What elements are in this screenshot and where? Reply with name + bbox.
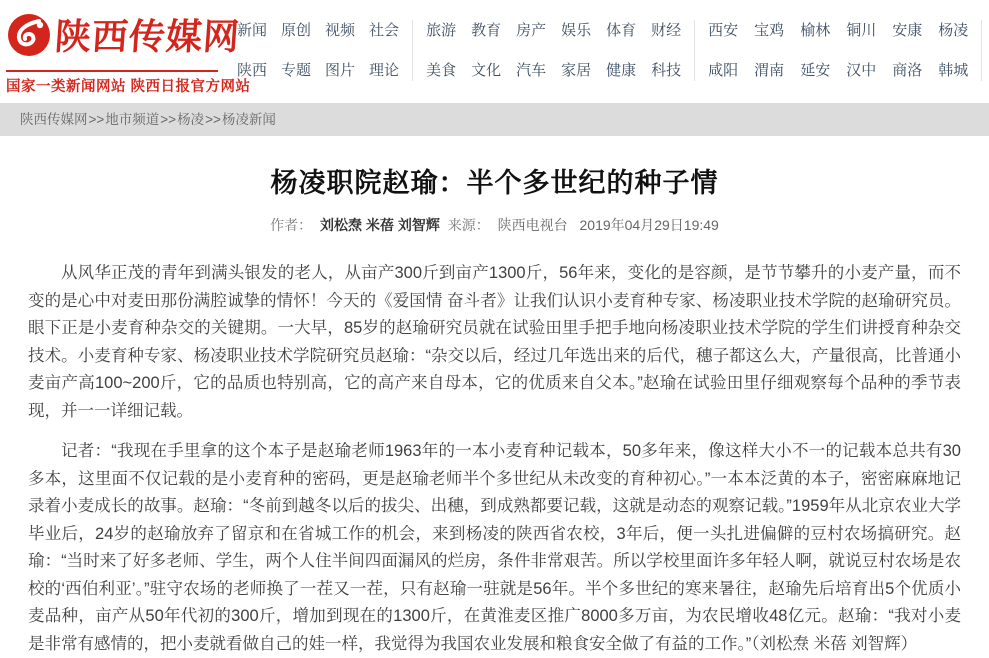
nav-item-g3-c4-r2[interactable]: 汉中 <box>846 62 877 79</box>
nav-column <box>651 22 681 79</box>
nav-column <box>561 22 591 79</box>
nav-item-g3-c2-r1[interactable]: 宝鸡 <box>754 22 785 39</box>
breadcrumb <box>0 103 989 136</box>
site-logo[interactable] <box>6 8 251 96</box>
nav-item-g2-c2-r2[interactable]: 文化 <box>471 62 502 79</box>
nav-column <box>369 22 399 79</box>
nav-item-g3-c1-r1[interactable]: 西安 <box>708 22 739 39</box>
breadcrumb-item-4[interactable]: 杨凌新闻 <box>221 112 276 127</box>
logo-underline <box>6 70 218 72</box>
nav-column <box>606 22 636 79</box>
breadcrumb-item-1[interactable]: 陕西传媒网 <box>20 112 88 127</box>
logo-swirl-icon <box>6 12 52 63</box>
nav-group-3 <box>694 20 982 81</box>
nav-item-g3-c5-r2[interactable]: 商洛 <box>892 62 923 79</box>
nav-column <box>938 22 968 79</box>
nav-item-g3-c1-r2[interactable]: 咸阳 <box>708 62 739 79</box>
nav-item-g3-c6-r2[interactable]: 韩城 <box>938 62 969 79</box>
breadcrumb-item-2[interactable]: 地市频道 <box>105 112 160 127</box>
nav-item-g1-c3-r2[interactable]: 图片 <box>325 62 356 79</box>
nav-item-g2-c1-r1[interactable]: 旅游 <box>426 22 457 39</box>
breadcrumb-separator: >> <box>205 112 221 127</box>
brand-name: 陕西传媒网 <box>53 16 242 57</box>
nav-column <box>516 22 546 79</box>
nav-item-g2-c4-r1[interactable]: 娱乐 <box>561 22 592 39</box>
nav-item-g1-c1-r1[interactable]: 新闻 <box>237 22 268 39</box>
publish-datetime: 2019年04月29日19:49 <box>579 217 719 233</box>
nav-column <box>471 22 501 79</box>
article-title: 杨凌职院赵瑜：半个多世纪的种子情 <box>270 168 719 198</box>
nav-column <box>846 22 876 79</box>
nav-column <box>237 22 267 79</box>
nav-column <box>754 22 784 79</box>
nav-item-g3-c4-r1[interactable]: 铜川 <box>846 22 877 39</box>
nav-item-g2-c4-r2[interactable]: 家居 <box>561 62 592 79</box>
nav-column <box>708 22 738 79</box>
nav-item-g2-c6-r1[interactable]: 财经 <box>651 22 682 39</box>
nav-item-g2-c2-r1[interactable]: 教育 <box>471 22 502 39</box>
article-body <box>28 260 961 658</box>
nav-column <box>325 22 355 79</box>
nav-column <box>426 22 456 79</box>
article-paragraph-1: 从风华正茂的青年到满头银发的老人，从亩产300斤到亩产1300斤，56年来，变化的是容颜，是节节攀升的小麦产量，而不变的是心中对麦田那份满腔诚挚的情怀！今天的《爱国情 奋斗者》让我们认识小麦育种专家、杨凌职业技术学院的赵瑜研究员。眼下正是小麦育种杂交的关键期。一大早，85岁的赵瑜研究员就在试验田里手把手地向杨凌职业技术学院的学生们讲授育种杂交技术。小麦育种专家、杨凌职业技术学院研究员赵瑜：“杂交以后，经过几年选出来的后代，穗子都这么大，产量很高，比普通小麦亩产高100~200斤，它的品质也特别高，它的高产来自母本，它的优质来自父本。”赵瑜在试验田里仔细观察每个品种的季节表现，并一一详细记载。 <box>28 264 961 420</box>
article-paragraph-2: 记者：“我现在手里拿的这个本子是赵瑜老师1963年的一本小麦育种记载本，50多年来，像这样大小不一的记载本总共有30多本，这里面不仅记载的是小麦育种的密码，更是赵瑜老师半个多世纪从未改变的育种初心。”一本本泛黄的本子，密密麻麻地记录着小麦成长的故事。赵瑜：“冬前到越冬以后的拔尖、出穗，到成熟都要记载，这就是动态的观察记载。”1959年从北京农业大学毕业后，24岁的赵瑜放弃了留京和在省城工作的机会，来到杨凌的陕西省农校，3年后，便一头扎进偏僻的豆村农场搞研究。赵瑜：“当时来了好多老师、学生，两个人住半间四面漏风的烂房，条件非常艰苦。所以学校里面许多年轻人啊，就说豆村农场是农校的‘西伯利亚’。”驻守农场的老师换了一茬又一茬，只有赵瑜一驻就是56年。半个多世纪的寒来暑往，赵瑜先后培育出5个优质小麦品种，亩产从50年代初的300斤，增加到现在的1300斤，在黄淮麦区推广8000多万亩，为农民增收48亿元。赵瑜：“我对小麦是非常有感情的，把小麦就看做自己的娃一样，我觉得为我国农业发展和粮食安全做了有益的工作。”（刘松焘 米蓓 刘智辉） <box>28 442 961 653</box>
author-label: 作者： <box>270 217 313 233</box>
nav-item-g1-c4-r1[interactable]: 社会 <box>369 22 400 39</box>
nav-item-g3-c3-r1[interactable]: 榆林 <box>800 22 831 39</box>
nav-column <box>281 22 311 79</box>
nav-item-g3-c6-r1[interactable]: 杨凌 <box>938 22 969 39</box>
source-name: 陕西电视台 <box>497 217 568 233</box>
breadcrumb-item-3[interactable]: 杨凌 <box>177 112 205 127</box>
breadcrumb-separator: >> <box>160 112 177 127</box>
breadcrumb-separator: >> <box>88 112 105 127</box>
nav-item-g2-c3-r2[interactable]: 汽车 <box>516 62 547 79</box>
nav-item-g1-c4-r2[interactable]: 理论 <box>369 62 400 79</box>
nav-group-2 <box>412 20 694 81</box>
source-label: 来源： <box>447 217 490 233</box>
nav-item-g1-c3-r1[interactable]: 视频 <box>325 22 356 39</box>
article-byline <box>28 215 961 235</box>
nav-column <box>892 22 922 79</box>
site-header <box>0 0 989 103</box>
nav-item-g3-c5-r1[interactable]: 安康 <box>892 22 923 39</box>
nav-item-g2-c5-r2[interactable]: 健康 <box>606 62 637 79</box>
nav-item-g1-c1-r2[interactable]: 陕西 <box>237 62 268 79</box>
nav-item-g2-c5-r1[interactable]: 体育 <box>606 22 637 39</box>
nav-column <box>800 22 830 79</box>
nav-group-1 <box>224 20 412 81</box>
nav-item-g3-c2-r2[interactable]: 渭南 <box>754 62 785 79</box>
nav-item-g2-c1-r2[interactable]: 美食 <box>426 62 457 79</box>
nav-item-g3-c3-r2[interactable]: 延安 <box>800 62 831 79</box>
nav-item-g2-c6-r2[interactable]: 科技 <box>651 62 682 79</box>
article <box>0 161 989 658</box>
author-names: 刘松焘 米蓓 刘智辉 <box>320 217 440 233</box>
nav-item-g1-c2-r1[interactable]: 原创 <box>281 22 312 39</box>
nav-item-g1-c2-r2[interactable]: 专题 <box>281 62 312 79</box>
nav-item-g2-c3-r1[interactable]: 房产 <box>516 22 547 39</box>
main-nav <box>224 8 989 81</box>
logo-tagline: 国家一类新闻网站 陕西日报官方网站 <box>6 79 251 95</box>
